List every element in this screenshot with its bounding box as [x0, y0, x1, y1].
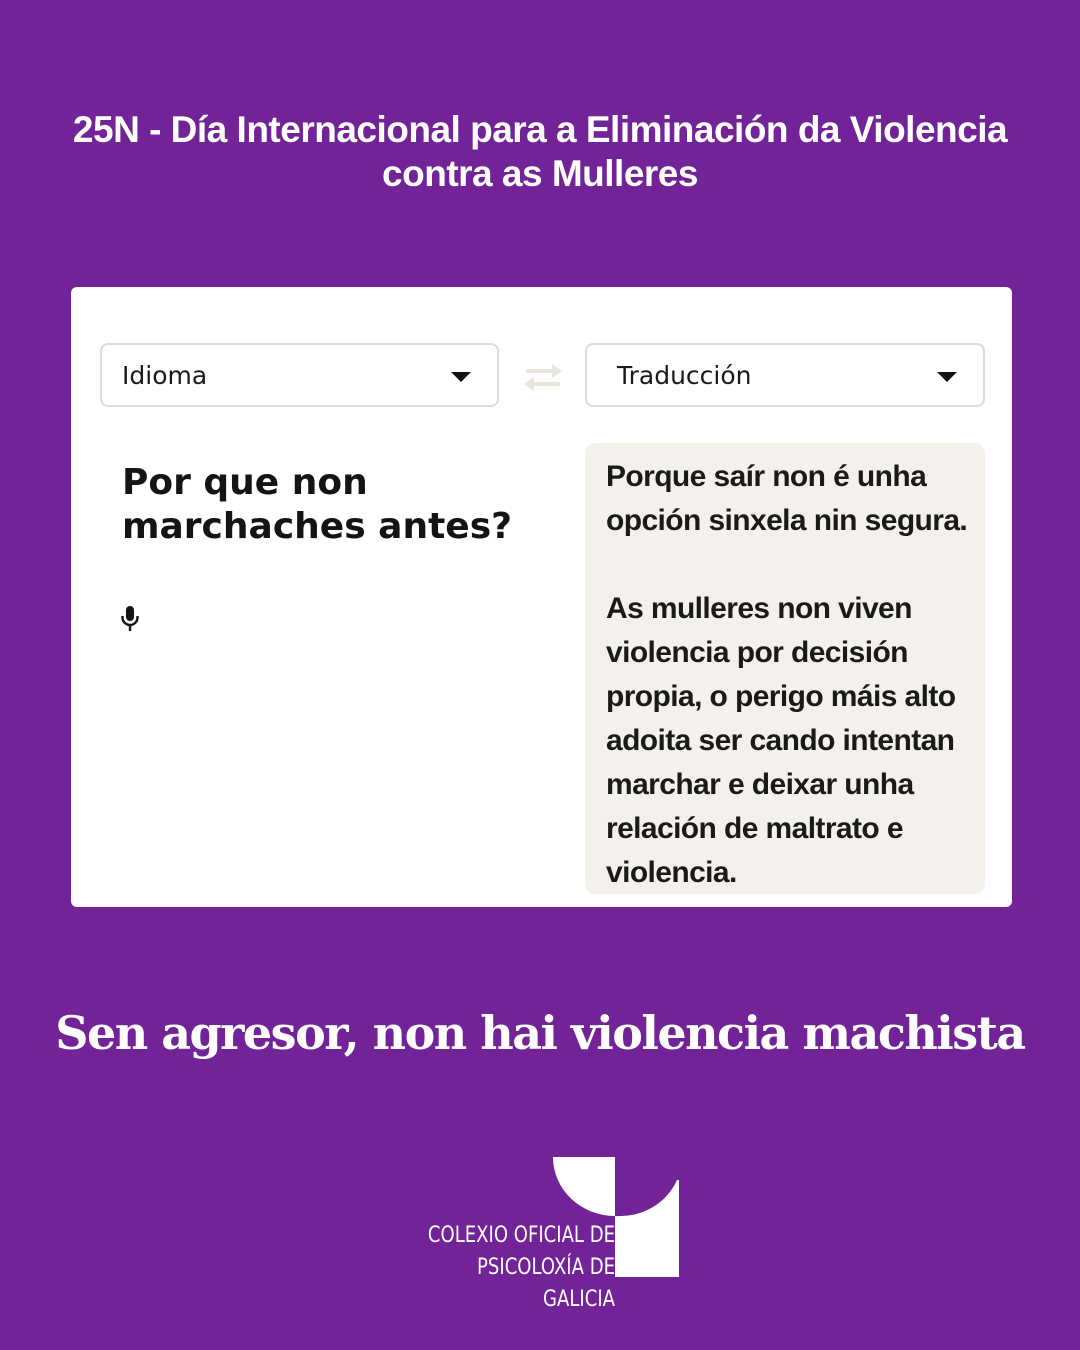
organization-name-line: PSICOLOXÍA DE GALICIA: [477, 1255, 615, 1312]
chevron-down-icon: [937, 372, 957, 382]
target-language-label: Traducción: [617, 360, 752, 390]
microphone-icon[interactable]: [120, 605, 140, 633]
organization-logo-mark: [553, 1157, 680, 1278]
source-text[interactable]: Por que non marchaches antes?: [122, 462, 513, 547]
chevron-down-icon: [451, 372, 471, 382]
source-language-dropdown[interactable]: [100, 343, 499, 407]
organization-name-line: COLEXIO OFICIAL DE: [427, 1223, 615, 1248]
target-language-dropdown[interactable]: [585, 343, 985, 407]
swap-arrows-icon[interactable]: [520, 360, 566, 394]
translator-card: [71, 287, 1012, 907]
page-title: 25N - Día Internacional para a Eliminación da Violencia contra as Mulleres: [72, 109, 1008, 194]
translation-paragraph: As mulleres non viven violencia por decisión propia, o perigo máis alto adoita ser cando intentan marchar e deixar unha relación de maltrato e violencia.: [606, 592, 956, 889]
translation-output: [585, 443, 985, 894]
campaign-slogan: Sen agresor, non hai violencia machista: [55, 1006, 1025, 1060]
translation-paragraph: Porque saír non é unha opción sinxela nin segura.: [606, 460, 968, 537]
source-language-label: Idioma: [122, 360, 208, 390]
